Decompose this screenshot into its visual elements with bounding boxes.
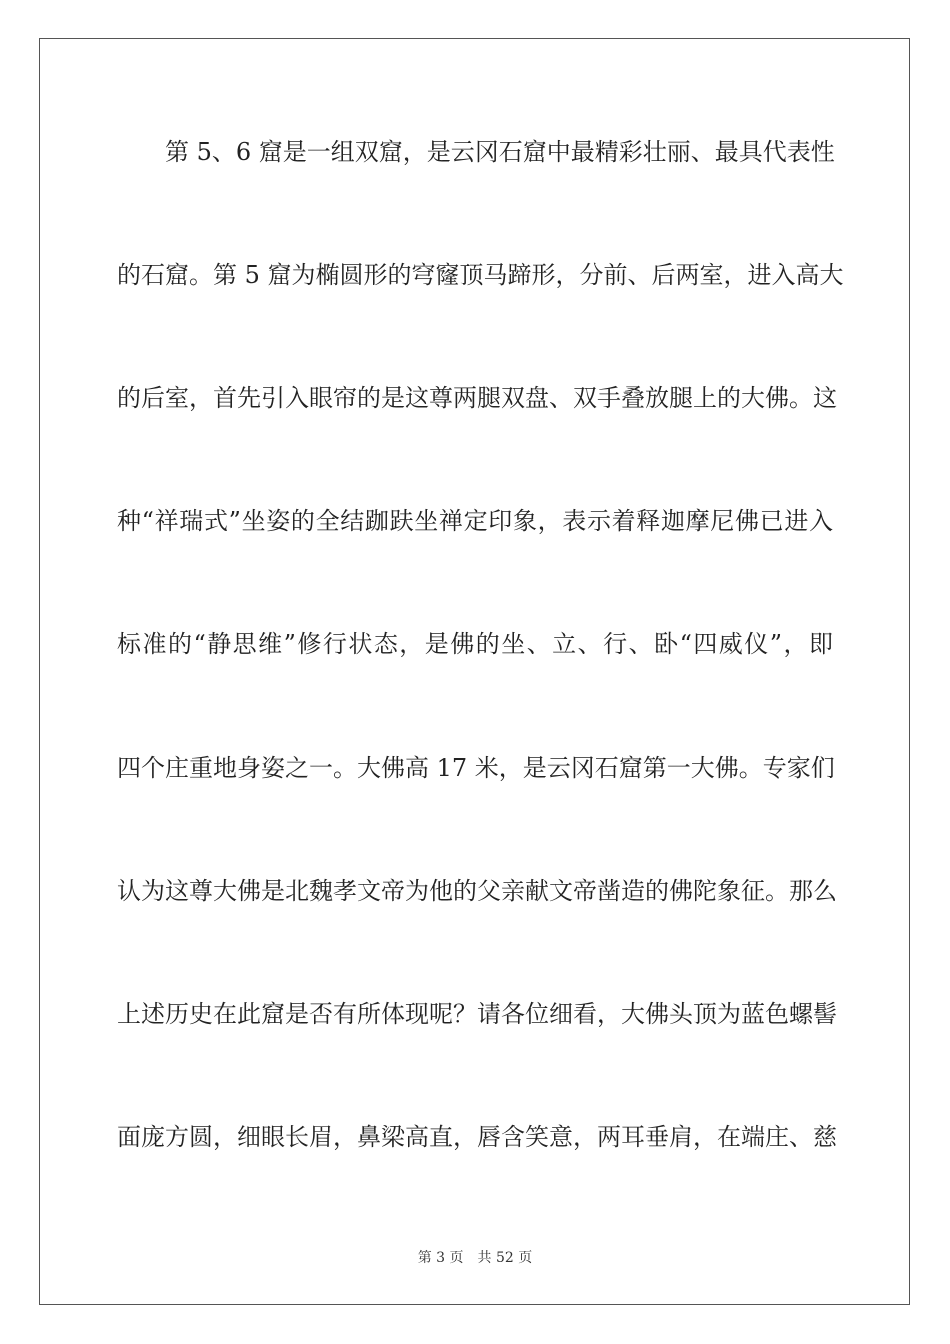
page-border [39,38,910,1305]
body-text-line-3: 的后室，首先引入眼帘的是这尊两腿双盘、双手叠放腿上的大佛。这 [117,384,837,412]
body-text-line-4: 种“祥瑞式”坐姿的全结跏趺坐禅定印象，表示着释迦摩尼佛已进入 [117,507,833,535]
body-text-line-7: 认为这尊大佛是北魏孝文帝为他的父亲献文帝凿造的佛陀象征。那么 [117,877,837,905]
body-text-line-2: 的石窟。第 5 窟为椭圆形的穹窿顶马蹄形，分前、后两室，进入高大 [117,261,844,289]
page-total: 共 52 页 [477,1250,533,1266]
body-text-line-8: 上述历史在此窟是否有所体现呢？请各位细看，大佛头顶为蓝色螺髻 [117,1000,837,1028]
body-text-line-9: 面庞方圆，细眼长眉，鼻梁高直，唇含笑意，两耳垂肩，在端庄、慈 [117,1123,837,1151]
body-text-line-1: 第 5、6 窟是一组双窟，是云冈石窟中最精彩壮丽、最具代表性 [165,138,835,166]
page-number: 第 3 页 [417,1250,464,1266]
body-text-line-5: 标准的“静思维”修行状态，是佛的坐、立、行、卧“四威仪”，即 [117,630,833,658]
page-footer [0,1247,950,1267]
body-text-line-6: 四个庄重地身姿之一。大佛高 17 米，是云冈石窟第一大佛。专家们 [117,754,835,782]
